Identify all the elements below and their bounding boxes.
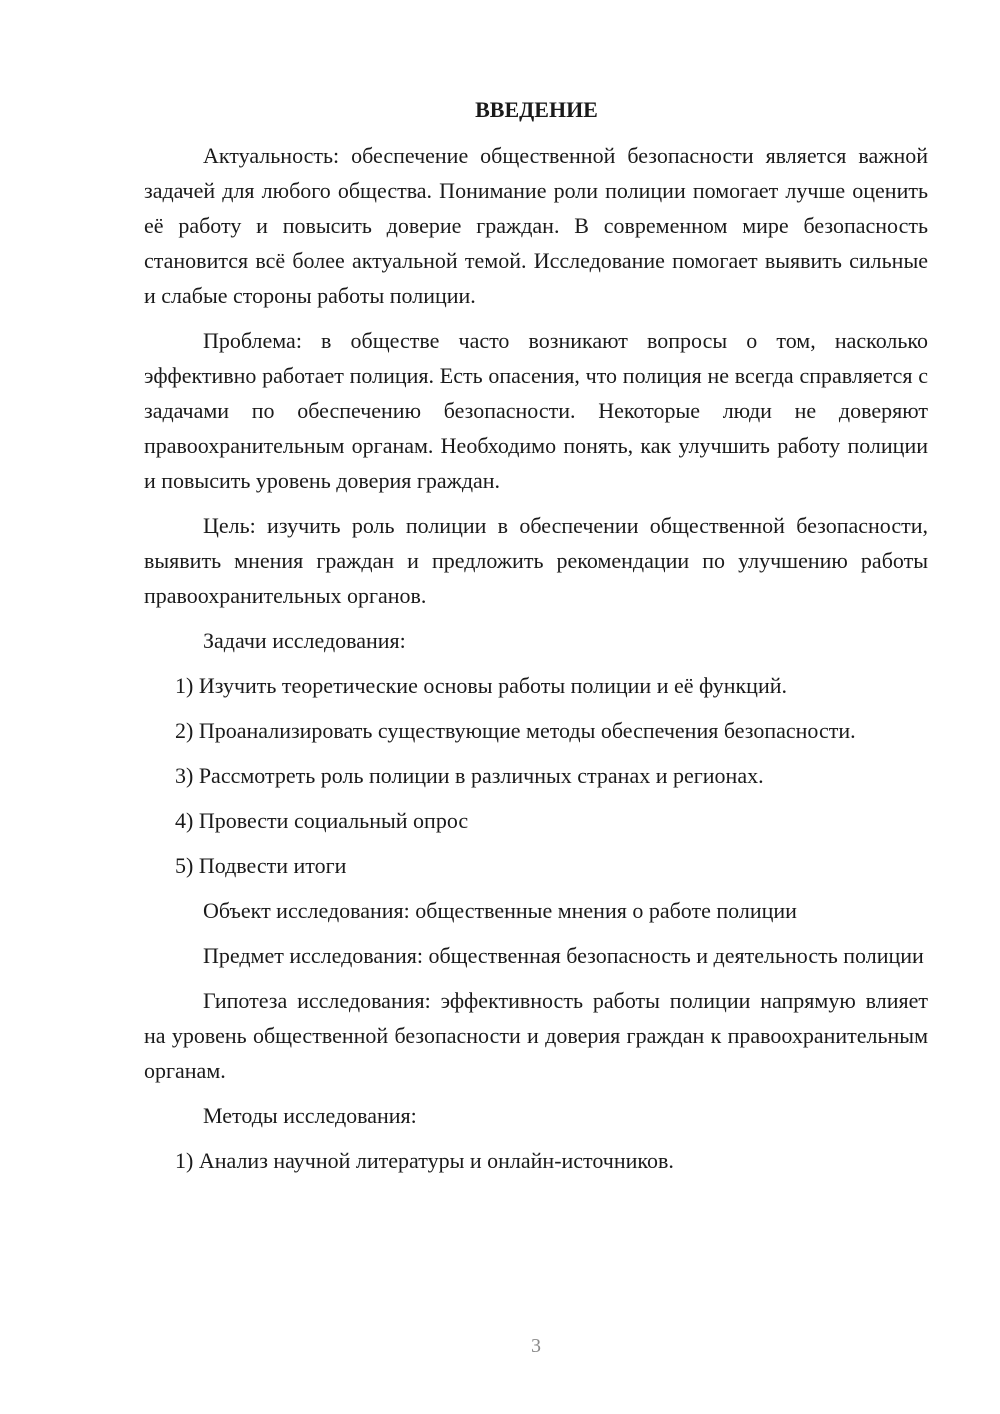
paragraph-problem: Проблема: в обществе часто возникают вопросы о том, насколько эффективно работает полиция. Есть опасения, что полиция не всегда справляется с задачами по обеспечению безопасности. Некоторые люди не доверяют правоохранительным органам. Необходимо понять, как улучшить работу полиции и повысить уровень доверия граждан. — [144, 328, 928, 493]
list-item-task-2: 2) Проанализировать существующие методы обеспечения безопасности. — [175, 718, 856, 743]
list-item-task-3: 3) Рассмотреть роль полиции в различных странах и регионах. — [175, 763, 764, 788]
page-number: 3 — [531, 1335, 541, 1357]
methods-title: Методы исследования: — [203, 1103, 417, 1128]
paragraph-subject: Предмет исследования: общественная безопасность и деятельность полиции — [203, 943, 924, 968]
list-item-method-1: 1) Анализ научной литературы и онлайн-источников. — [175, 1148, 674, 1173]
paragraph-object: Объект исследования: общественные мнения о работе полиции — [203, 898, 797, 923]
paragraph-hypothesis: Гипотеза исследования: эффективность работы полиции напрямую влияет на уровень общественной безопасности и доверия граждан к правоохранительным органам. — [144, 988, 928, 1083]
list-item-task-5: 5) Подвести итоги — [175, 853, 347, 878]
page-content — [144, 92, 928, 1188]
section-heading: ВВЕДЕНИЕ — [475, 97, 598, 122]
paragraph-goal: Цель: изучить роль полиции в обеспечении общественной безопасности, выявить мнения граждан и предложить рекомендации по улучшению работы правоохранительных органов. — [144, 513, 928, 608]
tasks-title: Задачи исследования: — [203, 628, 406, 653]
list-item-task-4: 4) Провести социальный опрос — [175, 808, 469, 833]
paragraph-relevance: Актуальность: обеспечение общественной безопасности является важной задачей для любого общества. Понимание роли полиции помогает лучше оценить её работу и повысить доверие граждан. В современном мире безопасность становится всё более актуальной темой. Исследование помогает выявить сильные и слабые стороны работы полиции. — [144, 143, 928, 308]
list-item-task-1: 1) Изучить теоретические основы работы полиции и её функций. — [175, 673, 787, 698]
